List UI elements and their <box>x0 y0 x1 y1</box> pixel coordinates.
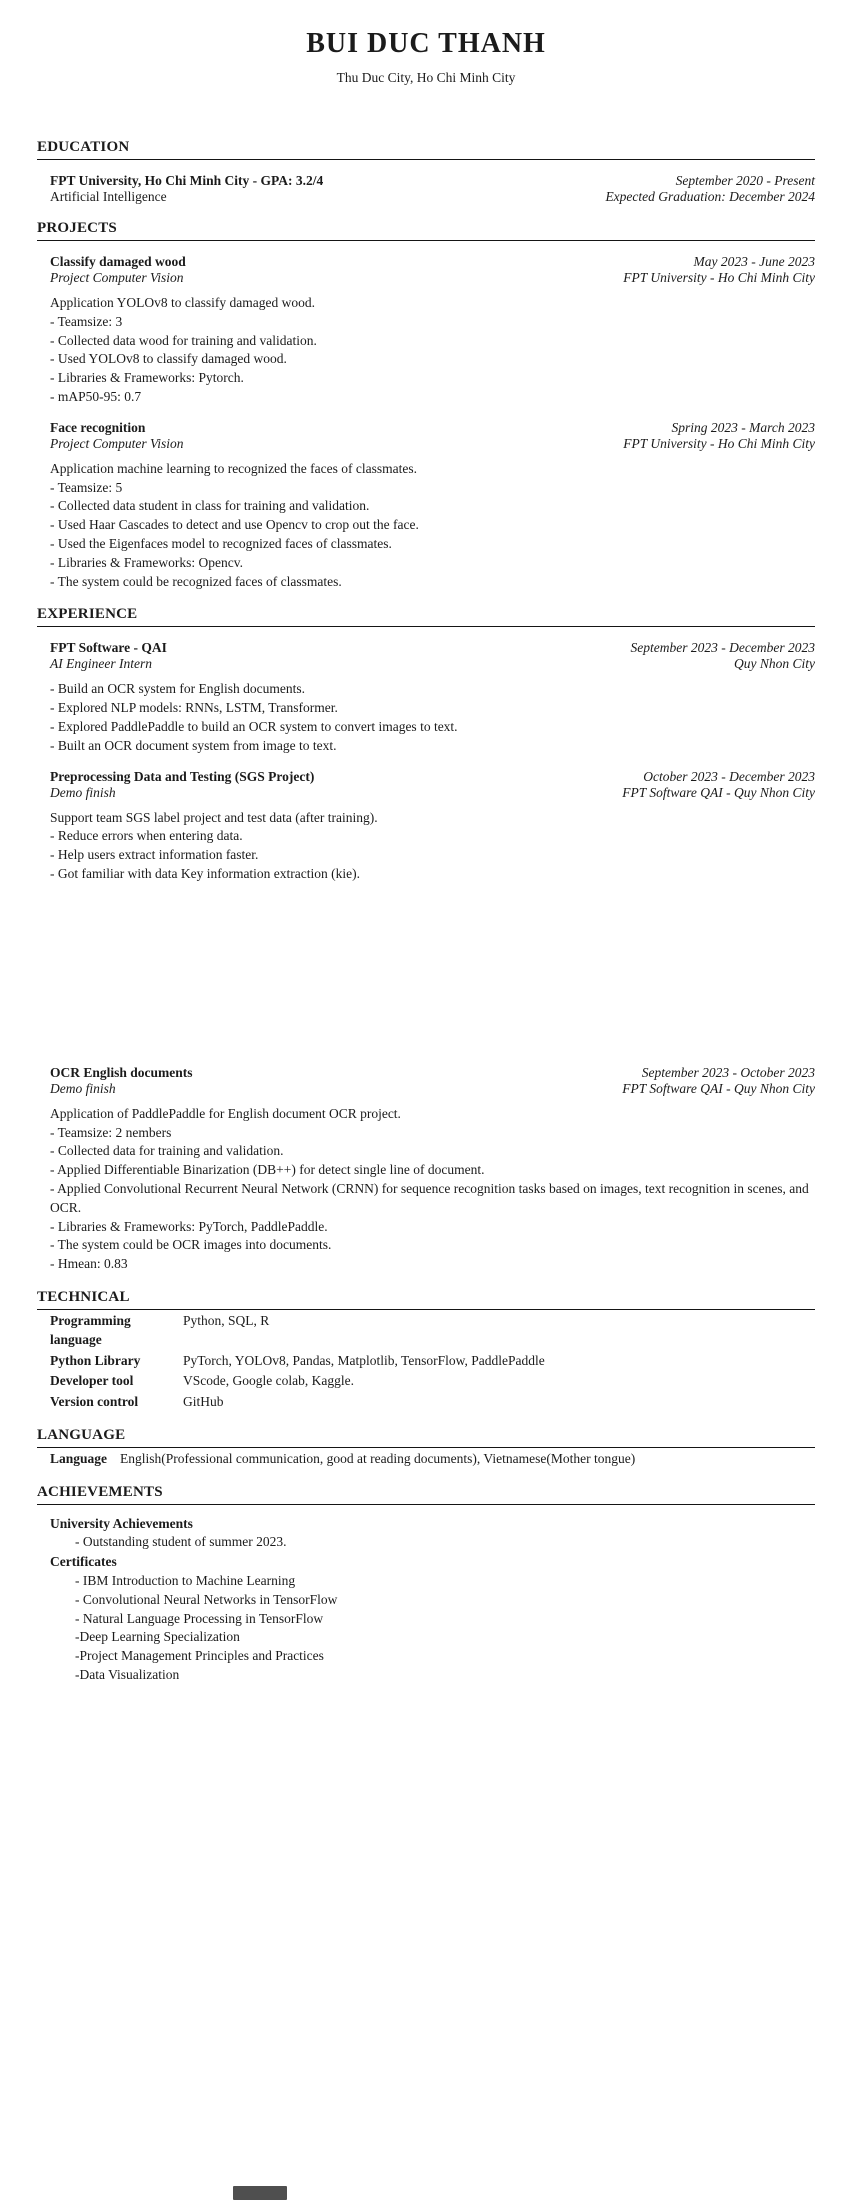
certificate-item: - Natural Language Processing in TensorFlow <box>75 1610 324 1626</box>
experience-detail-line: - Libraries & Frameworks: PyTorch, PaddlePaddle. <box>50 1218 328 1234</box>
section-experience <box>37 606 815 1274</box>
experience-detail-line: - Hmean: 0.83 <box>50 1256 128 1272</box>
section-language <box>37 1427 815 1469</box>
technical-row-developer-tool <box>37 1372 815 1391</box>
experience-detail-line: - The system could be OCR images into documents. <box>50 1237 332 1253</box>
project-subtitle: Project Computer Vision <box>50 435 184 451</box>
candidate-location: Thu Duc City, Ho Chi Minh City <box>336 70 516 85</box>
experience-detail-line: - Build an OCR system for English documents. <box>50 681 305 697</box>
experience-date: October 2023 - December 2023 <box>643 768 815 784</box>
project-detail-line: - Teamsize: 3 <box>50 313 123 329</box>
technical-value: Python, SQL, R <box>183 1312 270 1328</box>
project-detail-line: - Used the Eigenfaces model to recognized faces of classmates. <box>50 535 392 551</box>
project-detail-line: - Used YOLOv8 to classify damaged wood. <box>50 351 287 367</box>
experience-role: AI Engineer Intern <box>50 656 152 672</box>
technical-row-programming-language <box>37 1312 815 1350</box>
experience-detail-line: - Collected data for training and validation. <box>50 1143 284 1159</box>
experience-detail-line: - Explored NLP models: RNNs, LSTM, Transformer. <box>50 700 338 716</box>
experience-status: Demo finish <box>50 784 116 800</box>
project-title: Face recognition <box>50 419 146 435</box>
experience-title: Preprocessing Data and Testing (SGS Project) <box>50 768 315 784</box>
experience-detail-line: - Applied Differentiable Binarization (DB++) for detect single line of document. <box>50 1162 485 1178</box>
experience-date: September 2023 - December 2023 <box>630 640 815 656</box>
project-entry-classify-damaged-wood <box>37 254 815 407</box>
technical-value: VScode, Google colab, Kaggle. <box>183 1373 354 1389</box>
section-rule <box>37 1447 815 1448</box>
experience-detail-line: - Help users extract information faster. <box>50 847 259 863</box>
section-achievements <box>37 1484 815 1685</box>
section-projects <box>37 220 815 591</box>
achievements-group-heading: University Achievements <box>50 1515 193 1531</box>
project-detail-line: - Collected data student in class for training and validation. <box>50 498 370 514</box>
experience-detail-line: - Reduce errors when entering data. <box>50 828 243 844</box>
project-detail-line: - Collected data wood for training and validation. <box>50 332 317 348</box>
project-detail-line: Application YOLOv8 to classify damaged wood. <box>50 295 315 310</box>
certificate-item: - IBM Introduction to Machine Learning <box>75 1573 296 1589</box>
project-detail-line: - mAP50-95: 0.7 <box>50 388 142 404</box>
language-value: English(Professional communication, good at reading documents), Vietnamese(Mother tongue) <box>120 1450 636 1466</box>
project-title: Classify damaged wood <box>50 254 186 269</box>
experience-details <box>50 1105 815 1274</box>
section-title-achievements: ACHIEVEMENTS <box>37 1483 163 1500</box>
experience-location: Quy Nhon City <box>734 656 815 672</box>
achievements-group-certificates <box>37 1553 815 1685</box>
education-major: Artificial Intelligence <box>50 189 167 204</box>
experience-entry-ocr-english-documents <box>37 1065 815 1274</box>
certificate-item: -Project Management Principles and Practices <box>75 1648 324 1664</box>
technical-value: GitHub <box>183 1394 224 1410</box>
project-detail-line: - Teamsize: 5 <box>50 479 123 495</box>
section-rule <box>37 240 815 241</box>
language-row <box>37 1450 815 1469</box>
project-detail-line: - Libraries & Frameworks: Opencv. <box>50 554 243 570</box>
education-date: September 2020 - Present <box>675 173 815 188</box>
section-rule <box>37 1504 815 1505</box>
experience-detail-line: Application of PaddlePaddle for English document OCR project. <box>50 1105 401 1121</box>
certificate-item: -Deep Learning Specialization <box>75 1629 240 1645</box>
project-details <box>50 460 815 592</box>
technical-value: PyTorch, YOLOv8, Pandas, Matplotlib, TensorFlow, PaddlePaddle <box>183 1352 545 1368</box>
experience-date: September 2023 - October 2023 <box>641 1064 815 1080</box>
education-school: FPT University, Ho Chi Minh City - GPA: 3.2/4 <box>50 173 324 188</box>
project-details <box>50 294 815 407</box>
project-detail-line: - Used Haar Cascades to detect and use Opencv to crop out the face. <box>50 517 419 533</box>
project-detail-line: - Libraries & Frameworks: Pytorch. <box>50 370 244 386</box>
project-detail-line: Application machine learning to recognized the faces of classmates. <box>50 460 417 476</box>
certificate-item: - Convolutional Neural Networks in TensorFlow <box>75 1591 338 1607</box>
experience-entry-sgs-project <box>37 769 815 884</box>
project-date: May 2023 - June 2023 <box>693 254 815 269</box>
section-rule <box>37 626 815 627</box>
experience-title: OCR English documents <box>50 1064 193 1080</box>
project-detail-line: - The system could be recognized faces of classmates. <box>50 573 342 589</box>
certificate-item: -Data Visualization <box>75 1667 180 1683</box>
education-graduation: Expected Graduation: December 2024 <box>605 189 815 204</box>
project-entry-face-recognition <box>37 420 815 592</box>
project-location: FPT University - Ho Chi Minh City <box>623 435 815 451</box>
section-title-technical: TECHNICAL <box>37 1288 130 1305</box>
page-break-gap <box>37 884 815 1052</box>
technical-row-version-control <box>37 1393 815 1412</box>
experience-detail-line: - Teamsize: 2 nembers <box>50 1124 172 1140</box>
section-rule <box>37 1309 815 1310</box>
technical-label: Programming language <box>50 1312 131 1347</box>
redacted-contact-area <box>37 86 815 124</box>
technical-label: Version control <box>50 1394 139 1410</box>
section-title-projects: PROJECTS <box>37 220 117 236</box>
experience-location: FPT Software QAI - Quy Nhon City <box>622 784 815 800</box>
experience-details <box>50 680 815 755</box>
experience-location: FPT Software QAI - Quy Nhon City <box>622 1080 815 1096</box>
experience-detail-line: - Got familiar with data Key information extraction (kie). <box>50 865 361 881</box>
technical-label: Python Library <box>50 1352 141 1368</box>
language-label: Language <box>50 1450 108 1466</box>
experience-title: FPT Software - QAI <box>50 640 167 656</box>
candidate-name: BUI DUC THANH <box>306 28 546 59</box>
achievements-group-heading: Certificates <box>50 1554 117 1570</box>
section-title-language: LANGUAGE <box>37 1426 126 1443</box>
technical-row-python-library <box>37 1352 815 1371</box>
project-date: Spring 2023 - March 2023 <box>671 419 815 435</box>
experience-status: Demo finish <box>50 1080 116 1096</box>
experience-detail-line: - Built an OCR document system from image to text. <box>50 737 337 753</box>
achievement-item: - Outstanding student of summer 2023. <box>75 1534 287 1550</box>
experience-detail-line: - Explored PaddlePaddle to build an OCR system to convert images to text. <box>50 718 458 734</box>
project-location: FPT University - Ho Chi Minh City <box>623 270 815 285</box>
section-title-experience: EXPERIENCE <box>37 606 138 623</box>
experience-entry-fpt-software-qai <box>37 640 815 755</box>
section-title-education: EDUCATION <box>37 139 130 155</box>
achievements-group-university <box>37 1515 815 1553</box>
section-education <box>37 139 815 205</box>
bottom-page-artifact <box>233 2186 287 2200</box>
technical-label: Developer tool <box>50 1373 134 1389</box>
experience-detail-line: Support team SGS label project and test data (after training). <box>50 809 378 825</box>
education-entry <box>37 173 815 205</box>
section-technical <box>37 1289 815 1412</box>
experience-details <box>50 809 815 884</box>
section-rule <box>37 159 815 160</box>
experience-detail-line: - Applied Convolutional Recurrent Neural Network (CRNN) for sequence recognition tasks based on images, text recognition in scenes, and OCR. <box>50 1180 809 1215</box>
project-subtitle: Project Computer Vision <box>50 270 184 285</box>
